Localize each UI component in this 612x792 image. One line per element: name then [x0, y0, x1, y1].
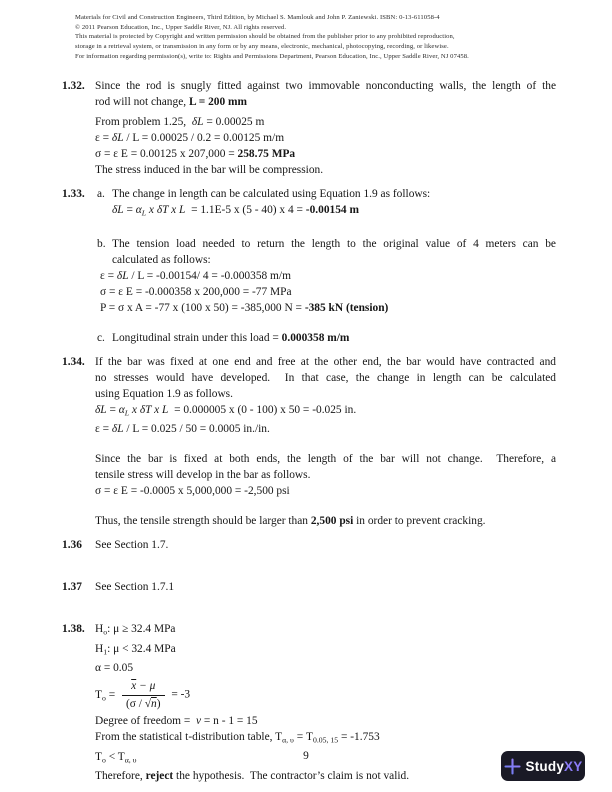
equation-line: ε = δL / L = 0.025 / 50 = 0.0005 in./in.	[95, 423, 270, 435]
text-line: The change in length can be calculated using Equation 1.9 as follows:	[112, 188, 431, 200]
hypothesis-alt-line: $H_1$: μ < 32.4 MPa	[95, 642, 176, 656]
problem-number: 1.36	[62, 539, 82, 551]
spacer	[95, 222, 556, 236]
text-line: See Section 1.7.1	[95, 581, 175, 593]
spacer	[95, 316, 556, 330]
part-label: c.	[97, 331, 105, 344]
copyright-line: For information regarding permission(s), write to: Rights and Permissions Department, Pearson Education, Inc., Upper Saddle River, NJ 07458.	[75, 52, 469, 60]
problem-1-32	[62, 78, 556, 178]
text-line: From problem 1.25, δL = 0.00025 m	[95, 116, 265, 128]
part-b	[95, 236, 556, 268]
problem-number: 1.37	[62, 581, 82, 593]
alpha-line: α = 0.05	[95, 662, 134, 674]
problem-number: 1.34.	[62, 355, 85, 368]
text-line: no stresses would have developed. In that case, the change in length can be calculated	[95, 371, 556, 384]
copyright-header	[75, 13, 564, 62]
text-line: Longitudinal strain under this load = 0.000358 m/m	[112, 331, 350, 344]
problem-1-34	[62, 354, 556, 530]
part-label: a.	[97, 188, 105, 200]
problem-number: 1.38.	[62, 623, 85, 635]
page-number: 9	[303, 750, 309, 762]
t-statistic-equation	[95, 679, 556, 711]
t-table-line: From the statistical t-distribution table, $T_{\alpha, \upsilon} = T_{0.05, 15} = -1.753$	[95, 731, 380, 745]
comparison-line: $T_o < T_{\alpha, \upsilon}$	[95, 750, 137, 764]
part-label: b.	[97, 237, 106, 250]
text-line: Since the rod is snugly fitted against two immovable nonconducting walls, the length of the	[95, 80, 556, 92]
plus-icon	[504, 758, 521, 775]
brand-wordmark	[526, 759, 583, 774]
equation-line: σ = ε E = -0.000358 x 200,000 = -77 MPa	[100, 285, 292, 298]
equation-line: σ = ε E = -0.0005 x 5,000,000 = -2,500 psi	[95, 485, 290, 497]
text-line: The stress induced in the bar will be compression.	[95, 164, 324, 176]
problem-number: 1.33.	[62, 188, 85, 200]
text-line: Since the bar is fixed at both ends, the length of the bar will not change. Therefore, a	[95, 453, 556, 465]
brand-accent: XY	[564, 758, 583, 774]
spacer	[95, 499, 556, 513]
copyright-line: Materials for Civil and Construction Engineers, Third Edition, by Michael S. Mamlouk and John P. Zaniewski. ISBN: 0-13-611058-4	[75, 14, 440, 21]
spacer	[62, 561, 556, 579]
text-line: Thus, the tensile strength should be larger than 2,500 psi in order to prevent cracking.	[95, 515, 486, 527]
text-line: If the bar was fixed at one end and free at the other end, the bar would have contracted and	[95, 355, 556, 368]
text-line: using Equation 1.9 as follows.	[95, 387, 233, 400]
text-line: tensile stress will develop in the bar as follows.	[95, 469, 311, 481]
part-a	[95, 186, 556, 202]
text-line: rod will not change, L = 200 mm	[95, 96, 248, 108]
equation-line: P = σ x A = -77 x (100 x 50) = -385,000 N = -385 kN (tension)	[100, 301, 389, 314]
text-line: See Section 1.7.	[95, 539, 169, 551]
text-line: The tension load needed to return the length to the original value of 4 meters can be	[112, 237, 556, 250]
conclusion-line: Therefore, reject the hypothesis. The contractor’s claim is not valid.	[95, 770, 410, 782]
problem-1-36	[62, 537, 556, 553]
fraction-numerator: $\overline{x} - \mu$	[122, 679, 165, 696]
copyright-line: © 2011 Pearson Education, Inc., Upper Saddle River, NJ. All rights reserved.	[75, 23, 287, 31]
copyright-line: This material is protected by Copyright and written permission should be obtained from the publisher prior to any prohibited reproduction,	[75, 33, 455, 41]
spacer	[62, 603, 556, 621]
equation-line: $\delta L = \alpha_L$ x δT x L = 0.000005 x (0 - 100) x 50 = -0.025 in.	[95, 403, 357, 417]
page-content	[62, 78, 556, 792]
equation-line: $\delta L = \alpha_L$ x δT x L = 1.1E-5 x (5 - 40) x 4 = -0.00154 m	[112, 204, 359, 218]
hypothesis-null-line: $H_o$: μ ≥ 32.4 MPa	[95, 623, 176, 637]
spacer	[95, 437, 556, 451]
equation-prefix: $T_o$ =	[95, 688, 118, 703]
equation-line: ε = δL / L = 0.00025 / 0.2 = 0.00125 m/m	[95, 132, 285, 144]
brand-main: Study	[525, 758, 565, 774]
copyright-line: storage in a retrieval system, or transmission in any form or by any means, electronic, mechanical, photocopying, recording, or likewise.	[75, 43, 449, 51]
equation-result: = -3	[168, 688, 191, 701]
part-c	[95, 330, 556, 346]
problem-1-33	[62, 186, 556, 346]
degrees-of-freedom-line: Degree of freedom = ν = n - 1 = 15	[95, 715, 258, 727]
fraction-denominator: (σ / √n)	[125, 698, 161, 710]
fraction	[122, 679, 165, 711]
studyxy-badge	[501, 751, 585, 781]
problem-number: 1.32.	[62, 80, 85, 92]
equation-line: σ = ε E = 0.00125 x 207,000 = 258.75 MPa	[95, 148, 296, 160]
equation-line: ε = δL / L = -0.00154/ 4 = -0.000358 m/m	[100, 269, 291, 282]
text-line: calculated as follows:	[112, 253, 211, 266]
problem-1-37	[62, 579, 556, 595]
